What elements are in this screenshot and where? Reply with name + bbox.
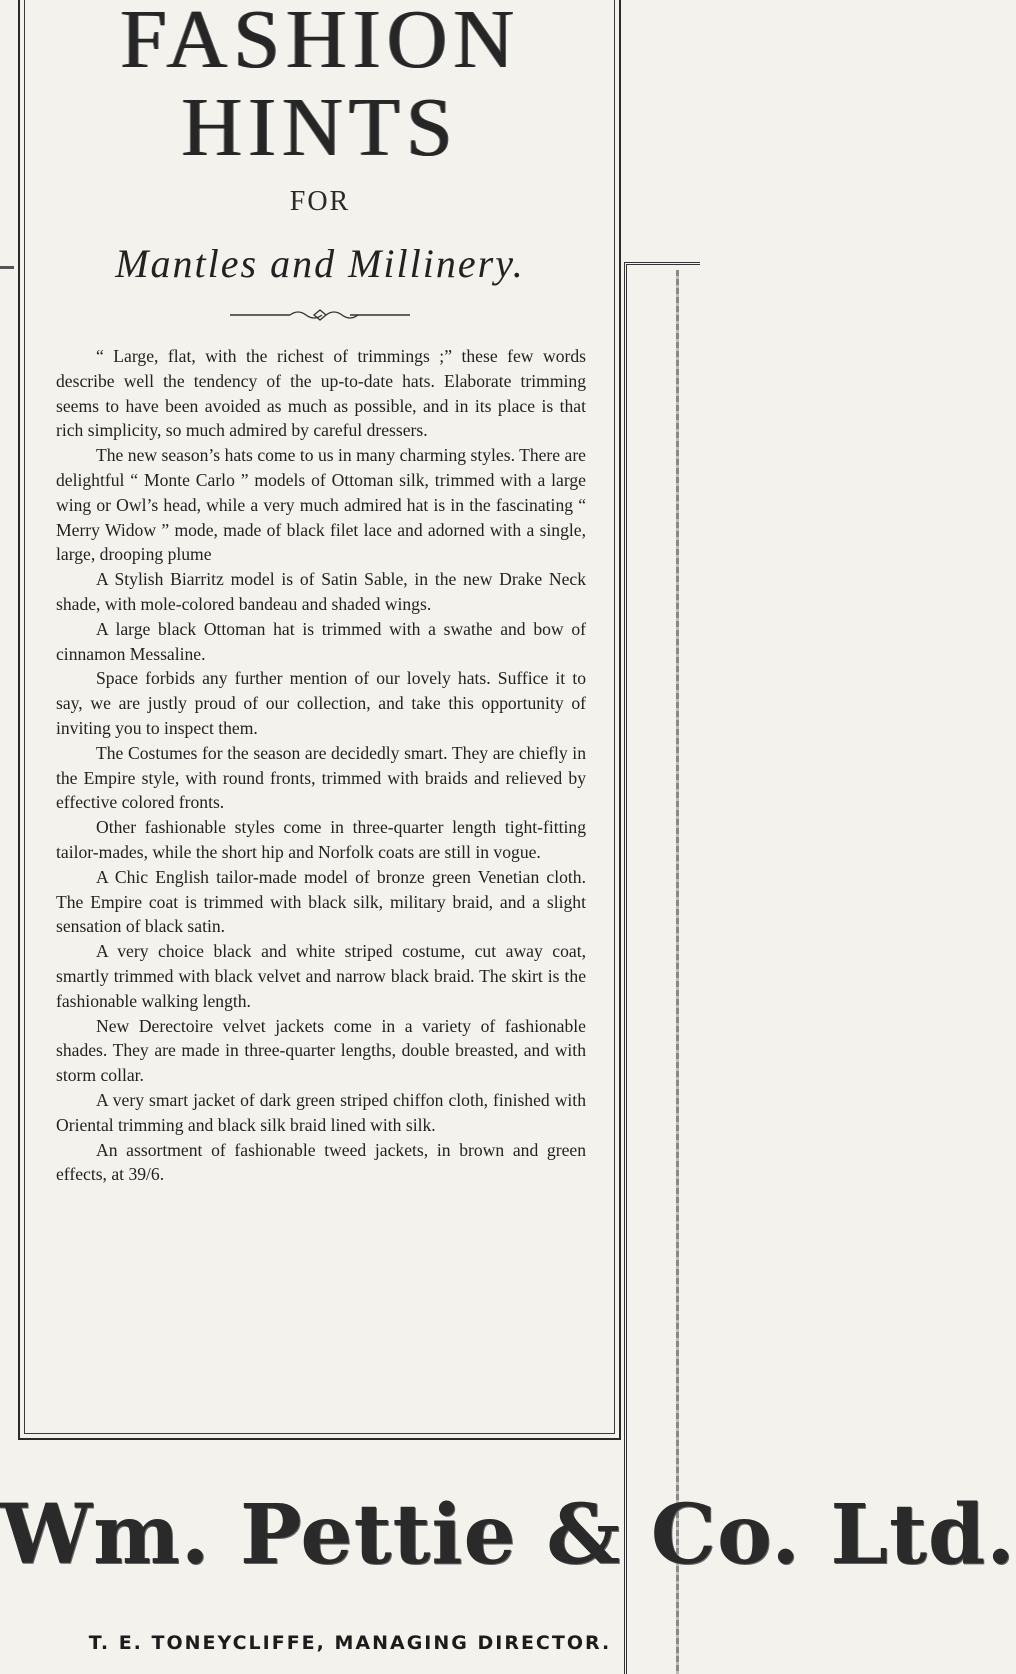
paragraph: The Costumes for the season are decidedly smart. They are chiefly in the Empire style, with round fronts, trimmed with braids and relieved by effective colored fronts. xyxy=(56,742,586,813)
ornamental-divider xyxy=(230,305,410,325)
subtitle-mantles-millinery: Mantles and Millinery. xyxy=(115,241,525,286)
paragraph: A very choice black and white striped costume, cut away coat, smartly trimmed with black velvet and narrow black braid. The skirt is the fashionable walking length. xyxy=(56,941,586,1011)
paragraph: “ Large, flat, with the richest of trimmings ;” these few words describe well the tendency of the up-to-date hats. Elaborate trimming seems to have been avoided as much as possible, and in its place is that rich simplicity, so much admired by careful dressers. xyxy=(56,346,586,441)
managing-director-line: T. E. TONEYCLIFFE, MANAGING DIRECTOR. xyxy=(88,1632,612,1654)
paragraph: A very smart jacket of dark green striped chiffon cloth, finished with Oriental trimming and black silk braid lined with silk. xyxy=(56,1089,586,1135)
company-name: Wm. Pettie & Co. Ltd. xyxy=(0,1487,1016,1583)
paragraph: Other fashionable styles come in three-quarter length tight-fitting tailor-mades, while the short hip and Norfolk coats are still in vogue. xyxy=(56,817,586,862)
paragraph: The new season’s hats come to us in many charming styles. There are delightful “ Monte Carlo ” models of Ottoman silk, trimmed with a large wing or Owl’s head, while a very much admired hat is in the fascinating “ Merry Widow ” mode, made of black filet lace and adorned with a single, large, drooping plume xyxy=(56,445,586,565)
title-fashion: FASHION xyxy=(120,0,520,86)
adjacent-column-rule xyxy=(624,262,700,1674)
paragraph: A Chic English tailor-made model of bronze green Venetian cloth. The Empire coat is trimmed with black silk, military braid, and a slight sensation of black satin. xyxy=(56,866,586,937)
title-for: FOR xyxy=(289,186,351,217)
paragraph: A large black Ottoman hat is trimmed with a swathe and bow of cinnamon Messaline. xyxy=(56,618,586,664)
article-body xyxy=(56,344,586,1187)
paragraph: Space forbids any further mention of our lovely hats. Suffice it to say, we are justly proud of our collection, and take this opportunity of inviting you to inspect them. xyxy=(56,668,586,738)
left-margin-mark xyxy=(0,266,14,269)
adjacent-column-edge xyxy=(676,270,679,1674)
title-hints: HINTS xyxy=(181,81,459,174)
paragraph: A Stylish Biarritz model is of Satin Sable, in the new Drake Neck shade, with mole-colored bandeau and shaded wings. xyxy=(56,569,586,614)
paragraph: New Derectoire velvet jackets come in a variety of fashionable shades. They are made in three-quarter lengths, double breasted, and with storm collar. xyxy=(56,1015,586,1086)
paragraph: An assortment of fashionable tweed jackets, in brown and green effects, at 39/6. xyxy=(56,1139,586,1185)
